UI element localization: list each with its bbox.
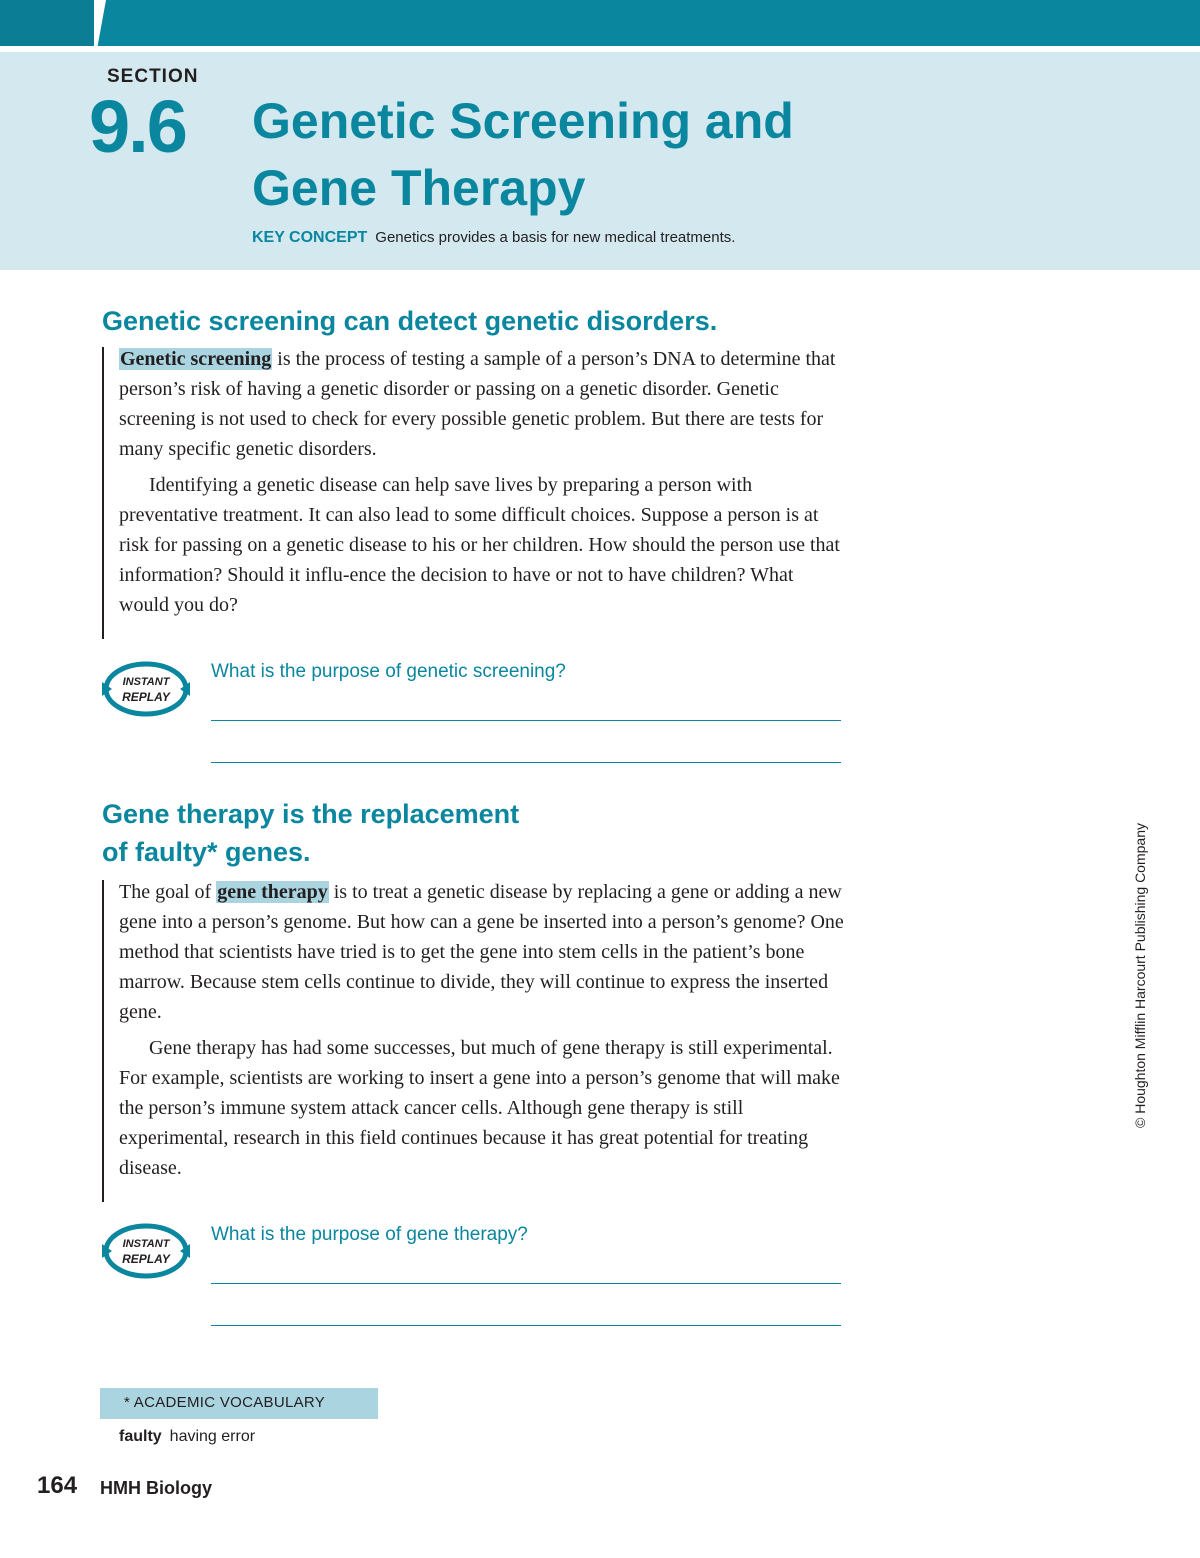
- title-line-1: Genetic Screening and: [252, 93, 794, 149]
- top-banner: [0, 0, 1200, 46]
- key-concept-label: KEY CONCEPT: [252, 229, 368, 246]
- key-concept: [252, 229, 735, 247]
- vocab-entry-term: faulty: [119, 1428, 162, 1445]
- section1-replay-question: What is the purpose of genetic screening?: [211, 661, 566, 682]
- instant-replay-icon: [100, 1222, 192, 1280]
- vocab-entry-definition: having error: [169, 1428, 256, 1445]
- copyright-notice: © Houghton Mifflin Harcourt Publishing Company: [1132, 823, 1148, 1128]
- section1-heading: Genetic screening can detect genetic disorders.: [102, 306, 718, 336]
- replay-icon-line2: REPLAY: [122, 1252, 170, 1266]
- section1-paragraph-1-text: is the process of testing a sample of a person’s DNA to determine that person’s risk of having a genetic disorder or passing on a genetic disorder. Genetic screening is not used to check for every possible genetic problem. But there are tests for many specific genetic disorders.: [119, 348, 836, 460]
- section1-paragraph-2: Identifying a genetic disease can help save lives by preparing a person with preventative treatment. It can also lead to some difficult choices. Suppose a person is at risk for passing on a genetic disease to his or her children. How should the person use that information? Should it influ-ence the decision to have or not to have children? What would you do?: [119, 474, 840, 616]
- section2-heading: [102, 795, 519, 871]
- title-line-2: Gene Therapy: [252, 160, 586, 216]
- section2-paragraph-1: [119, 877, 844, 1027]
- academic-vocabulary-label: * ACADEMIC VOCABULARY: [124, 1394, 326, 1411]
- replay-icon-line2: REPLAY: [122, 690, 170, 704]
- answer-line-4[interactable]: [211, 1325, 841, 1326]
- book-title: HMH Biology: [100, 1478, 212, 1498]
- academic-vocabulary-header: [100, 1388, 378, 1419]
- section-number: 9.6: [89, 85, 186, 168]
- section1-paragraph-1: [119, 344, 844, 464]
- banner-slant: [94, 0, 106, 46]
- section-label: SECTION: [107, 66, 199, 87]
- section2-paragraph-1-text: is to treat a genetic disease by replacing a gene or adding a new gene into a person’s genome. But how can a gene be inserted into a person’s genome? One method that scientists have tried is to get the gene into stem cells in the patient’s bone marrow. Because stem cells continue to divide, they will continue to express the inserted gene.: [119, 881, 844, 1023]
- vocab-term-gene-therapy: gene therapy: [217, 881, 328, 903]
- section2-heading-line-2: of faulty* genes.: [102, 837, 311, 867]
- section2-margin-bar: [102, 880, 104, 1202]
- answer-line-1[interactable]: [211, 720, 841, 721]
- replay-icon-line1: INSTANT: [122, 676, 170, 688]
- section2-body: [119, 877, 844, 1189]
- key-concept-text: Genetics provides a basis for new medical treatments.: [375, 229, 736, 246]
- replay-icon-line1: INSTANT: [122, 1238, 170, 1250]
- section2-paragraph-1-pre: The goal of: [119, 881, 217, 903]
- answer-line-2[interactable]: [211, 762, 841, 763]
- page-title: [252, 88, 794, 222]
- banner-notch: [0, 0, 94, 46]
- answer-line-3[interactable]: [211, 1283, 841, 1284]
- vocab-entry: [119, 1428, 255, 1446]
- page-number: 164: [37, 1472, 78, 1499]
- section1-margin-bar: [102, 347, 104, 639]
- vocab-term-genetic-screening: Genetic screening: [120, 348, 272, 370]
- instant-replay-icon: [100, 660, 192, 718]
- section2-heading-line-1: Gene therapy is the replacement: [102, 799, 520, 829]
- section1-body: [119, 344, 844, 626]
- section2-replay-question: What is the purpose of gene therapy?: [211, 1224, 528, 1245]
- section2-paragraph-2: Gene therapy has had some successes, but much of gene therapy is still experimental. For example, scientists are working to insert a gene into a person’s genome that will make the person’s immune system attack cancer cells. Although gene therapy is still experimental, research in this field continues because it has great potential for treating disease.: [119, 1037, 840, 1179]
